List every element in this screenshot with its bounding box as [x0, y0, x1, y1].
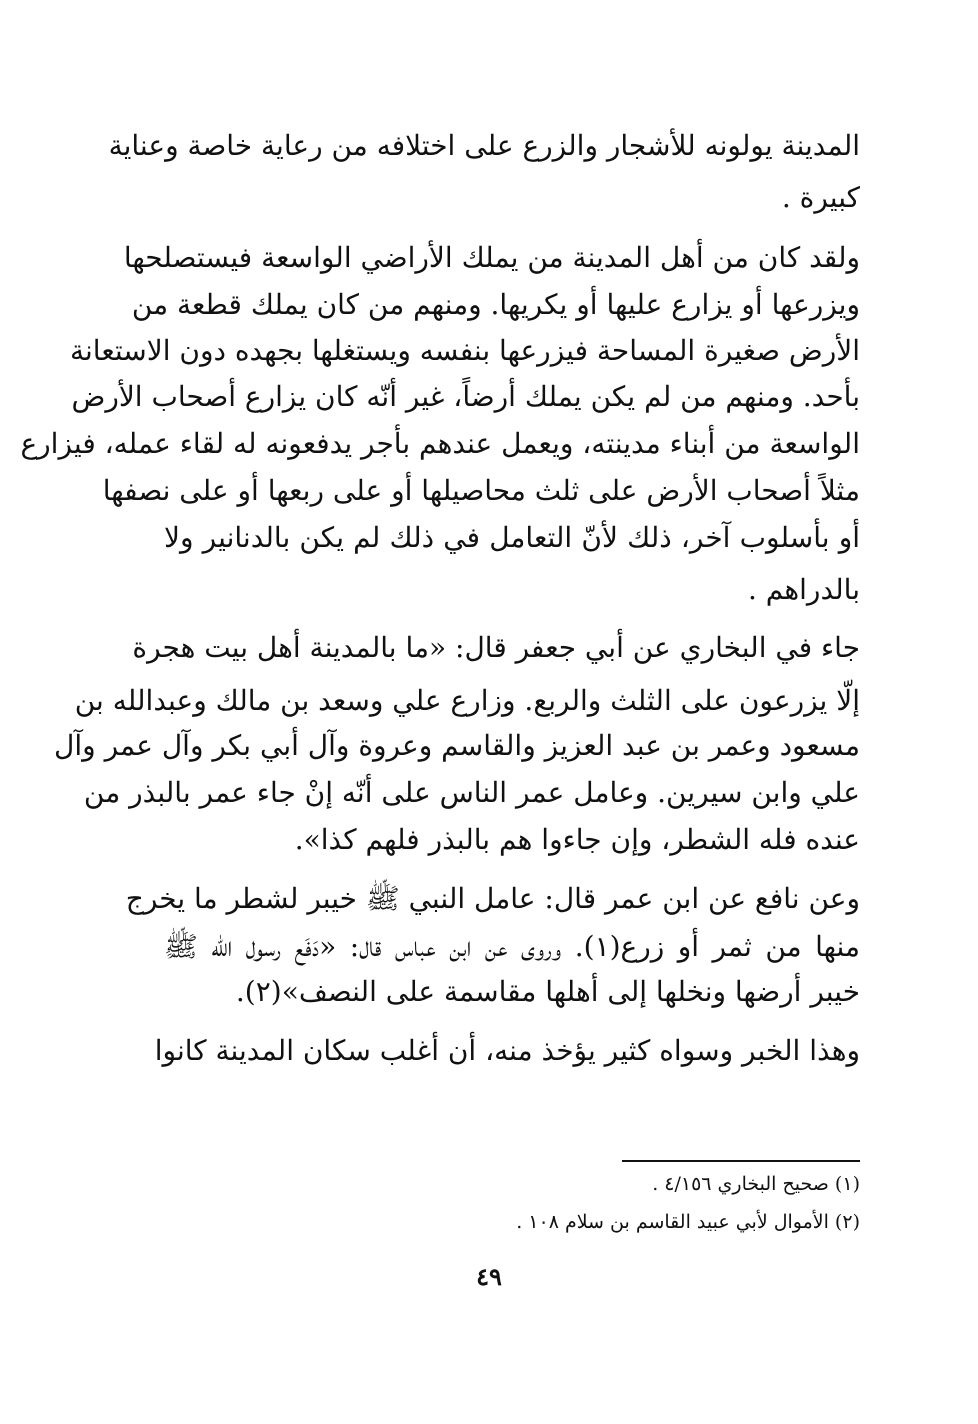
text-line: الواسعة من أبناء مدينته، ويعمل عندهم بأجر يدفعونه له لقاء عمله، فيزارع — [20, 427, 860, 460]
text-line: كبيرة . — [781, 181, 860, 214]
text-line: وهذا الخبر وسواه كثير يؤخذ منه، أن أغلب سكان المدينة كانوا — [154, 1034, 860, 1067]
text-line: إلّا يزرعون على الثلث والربع. وزارع علي وسعد بن مالك وعبدالله بن — [74, 684, 860, 717]
text-line: ويزرعها أو يزارع عليها أو يكريها. ومنهم من كان يملك قطعة من — [131, 288, 860, 321]
text-line: ولقد كان من أهل المدينة من يملك الأراضي الواسعة فيستصلحها — [123, 241, 860, 274]
text-line: بالدراهم . — [747, 573, 860, 606]
text-line: عنده فله الشطر، وإن جاءوا هم بالبذر فلهم كذا». — [294, 823, 860, 856]
page-number: ٤٩ — [476, 1262, 502, 1291]
text-line: مثلاً أصحاب الأرض على ثلث محاصيلها أو على ربعها أو على نصفها — [102, 474, 860, 507]
text-line: منها من ثمر أو زرع(١). وروى عن ابن عباس قال: «دَفَع رسول الله ﷺ — [164, 930, 860, 963]
text-line: خيبر أرضها ونخلها إلى أهلها مقاسمة على النصف»(٢). — [235, 975, 860, 1008]
text-line: علي وابن سيرين. وعامل عمر الناس على أنّه إنْ جاء عمر بالبذر من — [83, 776, 860, 809]
text-line: أو بأسلوب آخر، ذلك لأنّ التعامل في ذلك لم يكن بالدنانير ولا — [164, 521, 860, 554]
footnote: (١) صحيح البخاري ٤/١٥٦ . — [652, 1173, 860, 1195]
footnote: (٢) الأموال لأبي عبيد القاسم بن سلام ١٠٨ . — [516, 1211, 860, 1233]
text-line: المدينة يولونه للأشجار والزرع على اختلافه من رعاية خاصة وعناية — [108, 129, 860, 162]
text-line: مسعود وعمر بن عبد العزيز والقاسم وعروة وآل أبي بكر وآل عمر وآل — [54, 729, 860, 762]
text-line: الأرض صغيرة المساحة فيزرعها بنفسه ويستغلها بجهده دون الاستعانة — [69, 334, 860, 367]
text-line: وعن نافع عن ابن عمر قال: عامل النبي ﷺ خيبر لشطر ما يخرج — [125, 882, 860, 915]
text-line: جاء في البخاري عن أبي جعفر قال: «ما بالمدينة أهل بيت هجرة — [132, 631, 860, 664]
footnote-divider — [622, 1160, 860, 1162]
text-line: بأحد. ومنهم من لم يكن يملك أرضاً، غير أنّه كان يزارع أصحاب الأرض — [71, 380, 860, 413]
